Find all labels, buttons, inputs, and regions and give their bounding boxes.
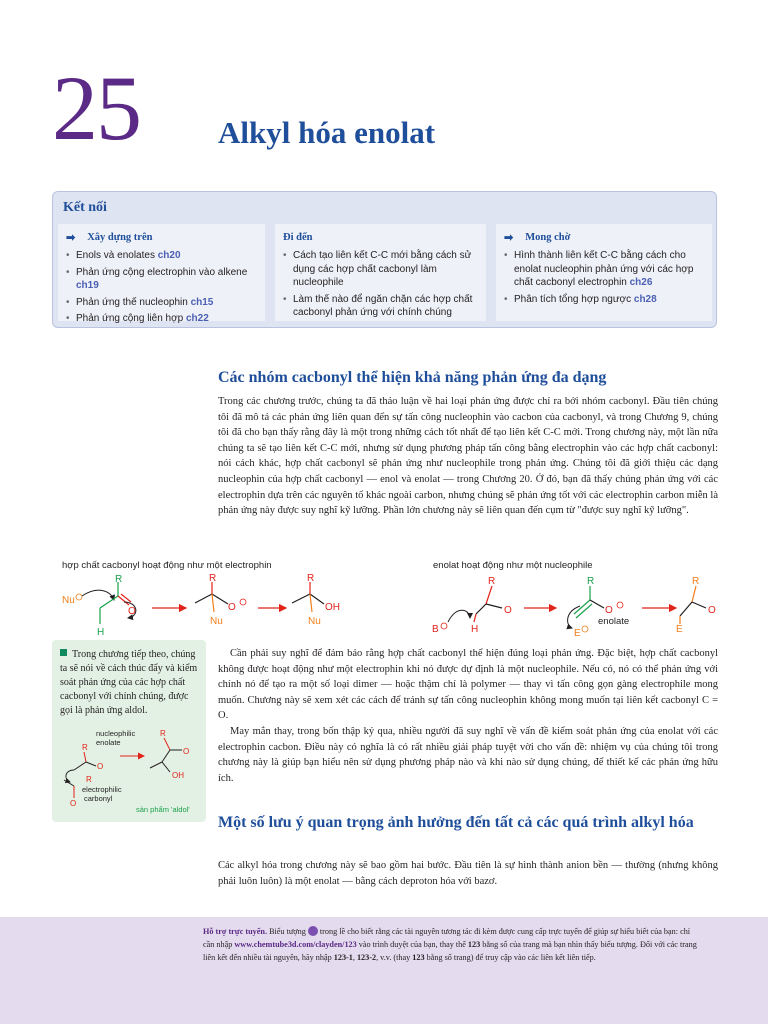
svg-text:H: H — [471, 624, 479, 635]
list-item: • Phân tích tổng hợp ngược ch28 — [504, 293, 704, 307]
svg-text:R: R — [587, 576, 595, 587]
svg-text:nucleophilic: nucleophilic — [96, 729, 136, 738]
column-heading: Xây dựng trên — [87, 231, 153, 243]
list-item: • Phản ứng cộng liên hợp ch22 — [66, 312, 257, 326]
chapter-link[interactable]: ch19 — [76, 280, 99, 291]
svg-text:enolate: enolate — [96, 738, 121, 747]
list-item: • Phản ứng cộng electrophin vào alkene ch19 — [66, 266, 257, 293]
body-paragraph: Các alkyl hóa trong chương này sẽ bao gồm hai bước. Đầu tiên là sự hình thành anion bền — thường (nhưng không phải luôn luôn) là một enolat — bằng cách deproton hóa với bazơ. — [218, 860, 718, 887]
chapter-link[interactable]: ch26 — [629, 277, 653, 288]
svg-text:R: R — [160, 729, 166, 738]
scheme-caption-right: enolat hoạt động như một nucleophile — [433, 560, 593, 571]
column-heading: Mong chờ — [525, 231, 571, 243]
reaction-scheme — [52, 572, 732, 640]
svg-text:B: B — [432, 624, 439, 635]
svg-text:R: R — [307, 573, 315, 584]
connections-column-looking-forward — [496, 224, 712, 321]
svg-text:R: R — [115, 574, 123, 585]
svg-text:O: O — [228, 602, 236, 613]
svg-text:E: E — [574, 628, 581, 639]
arrow-right-icon: ➡ — [504, 231, 514, 244]
chapter-link[interactable]: ch20 — [157, 250, 181, 261]
note-square-icon — [60, 649, 67, 656]
chapter-title: Alkyl hóa enolat — [218, 115, 436, 150]
margin-note — [52, 640, 206, 822]
svg-text:sản phẩm 'aldol': sản phẩm 'aldol' — [136, 805, 190, 814]
section-heading: Các nhóm cacbonyl thể hiện khả năng phản ứng đa dạng — [218, 369, 607, 386]
svg-text:Nu: Nu — [308, 616, 321, 627]
svg-text:R: R — [82, 743, 88, 752]
chapter-link[interactable]: ch15 — [190, 296, 214, 308]
svg-text:H: H — [97, 627, 105, 638]
body-paragraph: Trong các chương trước, chúng ta đã thảo luận về hai loại phản ứng được chỉ ra bởi nhóm cacbonyl. Đầu tiên chúng tôi đã mô tả các phản ứng liên quan đến sự tấn công nucleophin vào cacbon của cacbonyl, và trong Chương 9, chúng tôi đã cho bạn thấy rằng đây là một trong những cách tốt nhất để tạo liên kết C-C mới. Trong chương này, một lần nữa chúng ta sẽ tạo liên kết C-C mới, nhưng sử dụng phương pháp tấn công bằng electrophin vào các hợp chất cacbonyl: nói cách khác, hợp chất cacbonyl sẽ phản ứng như nucleophile trong phản ứng. Chúng tôi đã giới thiệu các dạng nucleophin của hợp chất cacbonyl — enol và enolat — trong Chương 20. Ở đó, bạn đã thấy chúng phản ứng với các electrophin dựa trên các nguyên tố khác ngoài carbon, nhưng chúng sẽ phản ứng tốt với các electrophin carbon miễn là phản ứng này được suy nghĩ kỹ lưỡng. Phần lớn chương này sẽ liên quan đến cụm từ "được suy nghĩ kỹ lưỡng". — [218, 396, 718, 517]
scheme-caption-left: hợp chất cacbonyl hoạt động như một electrophin — [62, 560, 272, 571]
connections-column-build-on — [58, 224, 265, 324]
svg-text:R: R — [209, 573, 217, 584]
footer-lead: Hỗ trợ trực tuyến. — [203, 927, 268, 936]
connections-column-arriving-at — [275, 224, 486, 321]
svg-text:O: O — [97, 762, 104, 771]
svg-text:R: R — [86, 775, 92, 784]
atom-label: Nu — [62, 595, 75, 606]
svg-text:OH: OH — [172, 771, 184, 780]
svg-text:O: O — [183, 747, 190, 756]
svg-text:R: R — [488, 576, 496, 587]
enolate-label: enolate — [598, 616, 630, 627]
body-paragraph: Cần phải suy nghĩ để đảm bảo rằng hợp chất cacbonyl thể hiện đúng loại phản ứng. Đặc biệt, hợp chất cacbonyl không được hoạt động như một electrophin khi nó được dự định là một nucleophile. Nếu có, nó có thể phản ứng với chính nó để tạo ra một số loại dimer — hoặc thậm chí là polymer — thay vì tấn công gọn gàng electrophile mong muốn. Chương này sẽ xem xét các cách để tránh sự tấn công nucleophin không mong muốn tại liên kết cacbonyl C = O. — [218, 648, 718, 722]
connections-title: Kết nối — [63, 200, 107, 215]
svg-text:O: O — [70, 799, 77, 808]
svg-text:carbonyl: carbonyl — [84, 794, 113, 803]
body-paragraph: May mắn thay, trong bốn thập kỷ qua, nhiều người đã suy nghĩ về vấn đề kiểm soát phản ứng của enolat với các electrophin cacbon. Điều này có nghĩa là có rất nhiều giải pháp tuyệt vời cho vấn đề: nhiệm vụ của chúng tôi trong chương này là giúp bạn hiểu nên sử dụng phương pháp nào và khi nào sử dụng chúng, để thiết kế các phản ứng hữu ích. — [218, 726, 718, 784]
list-item: • Phản ứng thế nucleophin ch15 — [66, 296, 257, 310]
column-heading: Đi đến — [283, 231, 313, 243]
svg-text:O: O — [605, 605, 613, 616]
list-item: • Enols và enolates ch20 — [66, 249, 257, 263]
svg-text:Nu: Nu — [210, 616, 223, 627]
chapter-link[interactable]: ch28 — [633, 293, 657, 305]
footer-online-support: Hỗ trợ trực tuyến. Biểu tượng trong lề cho biết rằng các tài nguyên tương tác đi kèm được cung cấp trực tuyến để giúp sự hiểu biết của bạn: chỉ cần nhập www.chemtube3d.com/clayden/123 vào trình duyệt của bạn, thay thế 123 bằng số của trang mà bạn nhìn thấy biểu tượng. Đối với các trang liên kết đến nhiều tài nguyên, hãy nhập 123-1, 123-2, v.v. (thay 123 bằng số trang) để truy cập vào các liên kết liên tiếp. — [203, 927, 697, 963]
list-item: • Hình thành liên kết C-C bằng cách cho enolat nucleophin phản ứng với các hợp chất cacbonyl electrophin ch26 — [504, 249, 704, 290]
svg-text:R: R — [692, 576, 700, 587]
list-item: • Cách tạo liên kết C-C mới bằng cách sử dụng các hợp chất cacbonyl làm nucleophile — [283, 249, 478, 290]
online-resource-icon — [308, 926, 318, 936]
arrow-right-icon: ➡ — [66, 231, 76, 244]
section-heading: Một số lưu ý quan trọng ảnh hưởng đến tất cả các quá trình alkyl hóa — [218, 814, 694, 831]
footer-url-link[interactable]: www.chemtube3d.com/clayden/123 — [234, 940, 357, 950]
connections-box — [52, 191, 717, 328]
svg-text:electrophilic: electrophilic — [82, 785, 122, 794]
svg-text:E: E — [676, 624, 683, 635]
svg-text:O: O — [708, 605, 716, 616]
svg-text:O: O — [128, 606, 136, 617]
chapter-number: 25 — [52, 57, 140, 159]
list-item: • Làm thế nào để ngăn chặn các hợp chất cacbonyl phản ứng với chính chúng — [283, 293, 478, 320]
chapter-link[interactable]: ch22 — [186, 313, 209, 324]
svg-text:OH: OH — [325, 602, 340, 613]
margin-note-text: Trong chương tiếp theo, chúng ta sẽ nói về cách thúc đẩy và kiểm soát phản ứng của các hợp chất cacbonyl với chính chúng, được gọi là phản ứng aldol. — [60, 649, 198, 716]
svg-text:O: O — [504, 605, 512, 616]
aldol-diagram — [60, 728, 200, 818]
